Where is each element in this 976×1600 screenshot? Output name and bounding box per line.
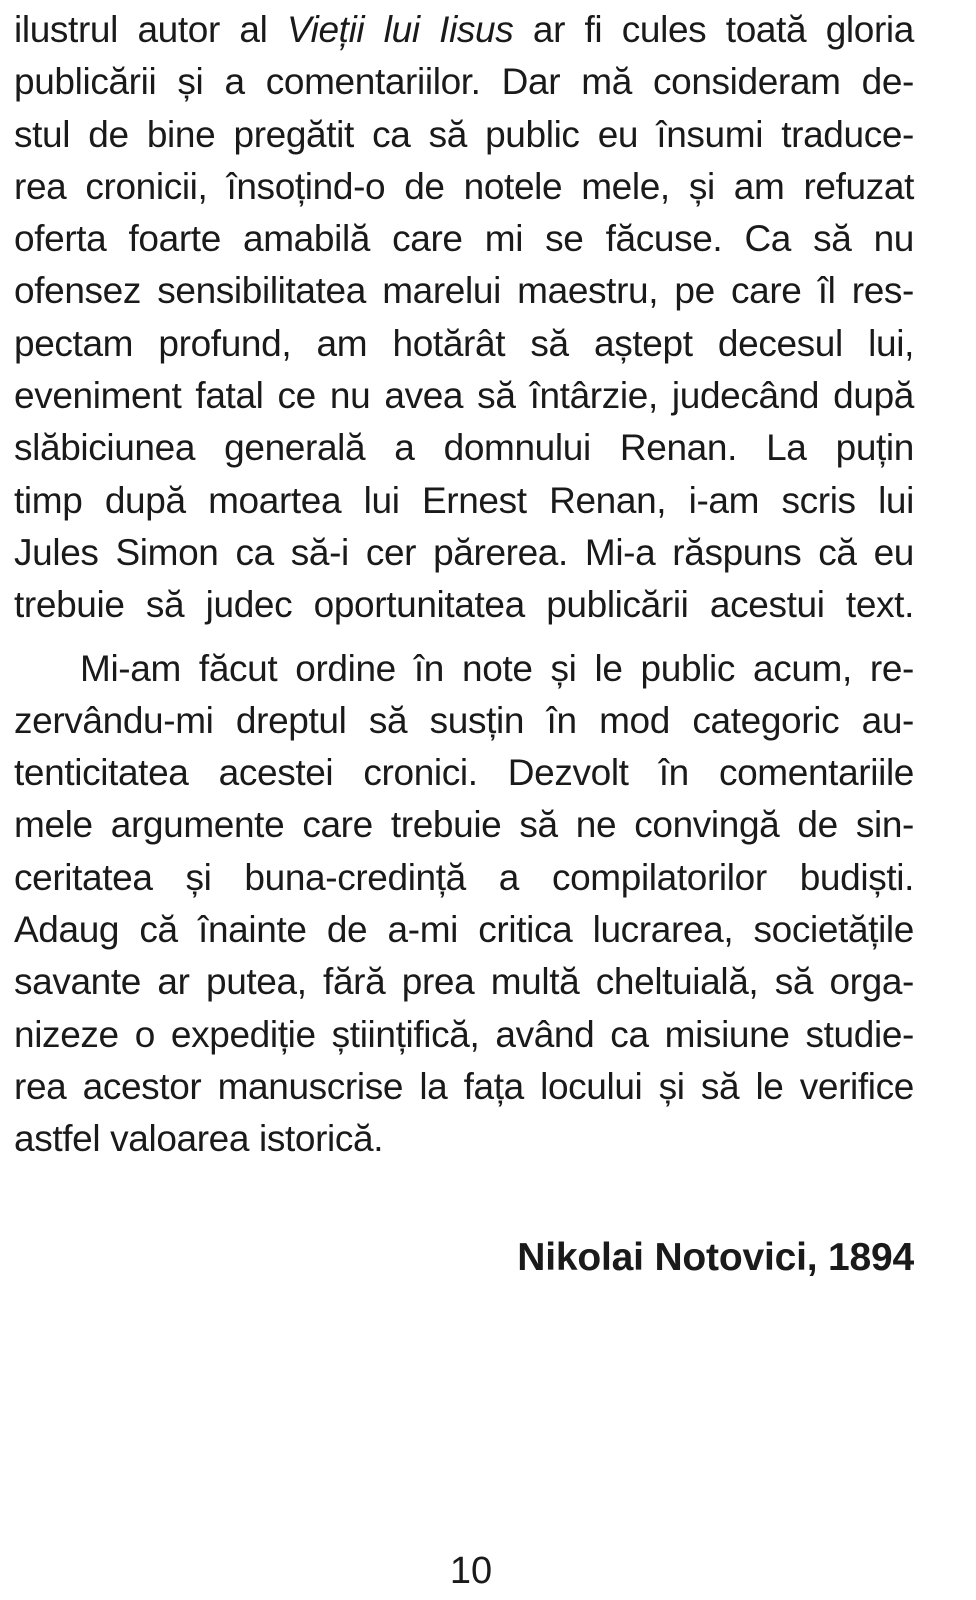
text-segment: pectam profund, am hotărât să aștept decesul lui, (14, 322, 914, 364)
text-segment: mele argumente care trebuie să ne convingă de sin- (14, 804, 914, 846)
text-segment: nizeze o expediție științifică, având ca misiune studie- (14, 1013, 914, 1055)
page-number: 10 (449, 1550, 493, 1592)
text-segment: Mi-am făcut ordine în note și le public acum, re- (80, 647, 914, 689)
text-line (14, 318, 914, 370)
text-line (14, 370, 914, 422)
text-segment: trebuie să judec oportunitatea publicării acestui text. (14, 584, 914, 626)
text-segment: zervându-mi dreptul să susțin în mod categoric au- (14, 699, 914, 741)
text-line (14, 422, 914, 474)
text-line (14, 1009, 914, 1061)
text-segment: ceritatea și buna-credință a compilatorilor budiști. (14, 856, 914, 898)
text-line (14, 904, 914, 956)
text-line (14, 956, 914, 1008)
text-segment: eveniment fatal ce nu avea să întârzie, judecând după (14, 375, 914, 417)
text-segment: slăbiciunea generală a domnului Renan. La puțin (14, 427, 914, 469)
text-segment: publicării și a comentariilor. Dar mă consideram de- (14, 61, 914, 103)
text-segment: ar fi cules toată gloria (513, 9, 914, 50)
text-segment: oferta foarte amabilă care mi se făcuse. Ca să nu (14, 218, 914, 260)
text-line (14, 265, 914, 317)
text-line (14, 1061, 914, 1113)
text-line (14, 1113, 914, 1165)
text-line (14, 579, 914, 631)
text-segment: timp după moartea lui Ernest Renan, i-am scris lui (14, 479, 914, 521)
text-segment: Jules Simon ca să-i cer părerea. Mi-a răspuns că eu (14, 531, 914, 573)
book-title-italic: Vieții lui Iisus (286, 9, 514, 50)
text-line (14, 747, 914, 799)
text-line (14, 643, 914, 695)
text-segment: Adaug că înainte de a-mi critica lucrarea, societățile (14, 909, 914, 951)
text-segment: rea cronicii, însoțind-o de notele mele, și am refuzat (14, 165, 914, 207)
text-line (14, 56, 914, 108)
text-line (14, 4, 914, 56)
text-line (14, 475, 914, 527)
author-signature: Nikolai Notovici, 1894 (517, 1235, 914, 1279)
text-segment: tenticitatea acestei cronici. Dezvolt în comentariile (14, 752, 914, 794)
text-line (14, 695, 914, 747)
text-line (14, 799, 914, 851)
text-line (14, 527, 914, 579)
text-line (14, 852, 914, 904)
text-line (14, 109, 914, 161)
text-segment: savante ar putea, fără prea multă cheltuială, să orga- (14, 961, 914, 1003)
text-segment: ilustrul autor al (14, 9, 287, 50)
text-segment: ofensez sensibilitatea marelui maestru, pe care îl res- (14, 270, 914, 312)
text-segment: rea acestor manuscrise la fața locului și să le verifice (14, 1065, 914, 1107)
text-line (14, 213, 914, 265)
text-segment: stul de bine pregătit ca să public eu însumi traduce- (14, 113, 914, 155)
text-segment: astfel valoarea istorică. (14, 1118, 384, 1160)
text-line (14, 161, 914, 213)
